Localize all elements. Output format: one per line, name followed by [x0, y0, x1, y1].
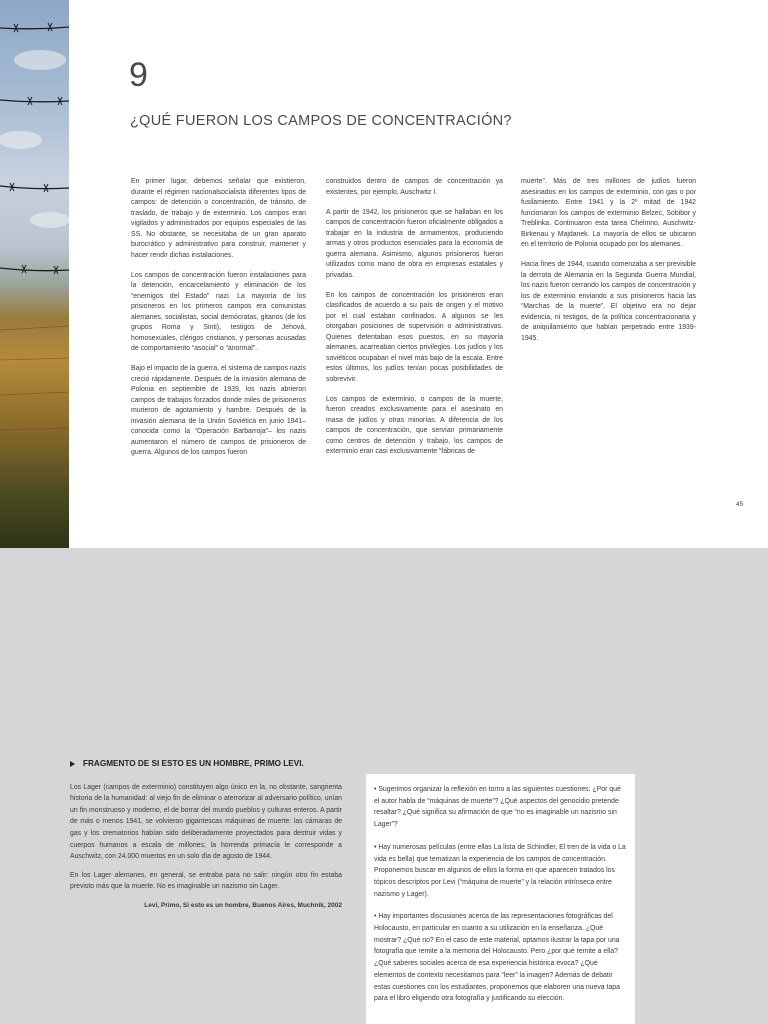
- paragraph: Bajo el impacto de la guerra, el sistema de campos nazis creció rápidamente. Después de la invasión alemana de Polonia en septiembre de 1939, los nazis abrieron campos de trabajos forzados donde miles de prisioneros murieron de agotamiento y hambre. Después de la invasión alemana de la Unión Soviética en junio 1941–conocida como la “Operación Barbarroja”– los nazis aumentaron el número de campos de prisioneros de guerra. Algunos de los campos fueron: [131, 365, 306, 457]
- page-number: 45: [736, 501, 744, 508]
- paragraph: muerte”. Más de tres millones de judíos fueron asesinados en los campos de exterminio, con gas o por fusilamiento. Entre 1941 y la 2º mitad de 1942 funcionaron los campos de exterminio Belzec, Sobibor y Treblinka. Continuaron esta tarea Chelmno, Auschwitz-Birkenau y Majdanek. La mayoría de ellos se ubicaron en el territorio de Polonia ocupado por los alemanes.: [521, 178, 696, 248]
- paragraph: A partir de 1942, los prisioneros que se hallaban en los campos de concentración fueron oficialmente obligados a trabajar en la industria de armamentos, produciendo armas y otros productos esenciales para la economía de guerra alemana. Asimismo, algunos prisioneros fueron utilizados como mano de obra en empresas estatales y privadas.: [326, 208, 503, 279]
- chapter-title: ¿QUÉ FUERON LOS CAMPOS DE CONCENTRACIÓN?: [130, 113, 512, 129]
- barbed-wire-illustration: [0, 0, 69, 548]
- text-column-1: [131, 177, 306, 468]
- paragraph: En los campos de concentración los prisioneros eran clasificados de acuerdo a su país de origen y el motivo por el cual estaban confinados. A algunos se les otorgaban posiciones de supervisión o administrativas. Quienes detentaban esos puestos, en su mayoría alemanes, acarreaban ciertos privilegios. Los judíos y los soviéticos ocupaban el nivel más bajo de la escala. Entre estos últimos, los judíos tenían pocas posibilidades de sobrevivir.: [326, 291, 503, 383]
- paragraph: Los campos de concentración fueron instalaciones para la detención, encarcelamiento y eliminación de los “enemigos del Estado” nazi. La mayoría de los prisioneros en los primeros campos era comunistas alemanes, socialistas, social demócratas, gitanos (de los grupos Roma y Sinti), testigos de Jehová, homosexuales, clérigos cristianos, y personas acusadas de comportamiento “asocial” o “anormal”.: [131, 271, 306, 353]
- activities-list: [374, 784, 626, 1016]
- fragment-paragraph: Los Lager (campos de exterminio) constituyen algo único en la, no obstante, sangrienta historia de la humanidad: al viejo fin de eliminar o aterrorizar al adversario político, unían un fin monstruoso y moderno, el de borrar del mundo pueblos y culturas enteros. A partir de más o menos 1941, se volvieron gigantescas máquinas de muerte: las cámaras de gas y los crematorios habían sido deliberadamente proyectados para destruir vidas y cuerpos humanos a escala de millones; la horrenda primacía le corresponde a Auschwitz, con 24.000 muertos en un solo día de agosto de 1944.: [70, 783, 342, 861]
- paragraph: En primer lugar, debemos señalar que existieron, durante el régimen nacionalsocialista diferentes tipos de campos: de detención o concentración, de tránsito, de traslado, de trabajo y de exterminio. Los campos eran vigilados y administrados por equipos especiales de las SS. No obstante, se necesitaba de un gran aparato burocrático y administrativo para construir, mantener y hacer rendir dichas instalaciones.: [131, 178, 306, 259]
- fragment-citation: Levi, Primo, Si esto es un hombre, Buenos Aires, Muchnik, 2002: [144, 901, 342, 909]
- fragment-paragraph: En los Lager alemanes, en general, se entraba para no salir: ningún otro fin estaba previsto más que la muerte. No es imaginable un nazismo sin Lager.: [70, 871, 342, 891]
- chapter-number: 9: [129, 56, 148, 94]
- text-column-3: [521, 177, 696, 354]
- activities-box: [366, 774, 635, 1024]
- activity-item: • Hay importantes discusiones acerca de las representaciones fotográficas del Holocausto, en particular en cuanto a su utilización en la enseñanza. ¿Qué mostrar? ¿Qué no? En el caso de este material, optamos ilustrar la tapa por una fotografía que remite a la memoria del Holocausto. Pero ¿por qué remite a ella? ¿Qué saberes sociales acerca de esa experiencia histórica evoca? ¿Qué elementos de contexto necesitamos para “leer” la imagen? Además de debatir estas cuestiones con los estudiantes, proponemos que elaboren una nueva tapa para el libro eligiendo otra fotografía y justificando su elección.: [374, 913, 620, 1003]
- activity-item: • Hay numerosas películas (entre ellas La lista de Schindler, El tren de la vida o La vida es bella) que tematizan la experiencia de los campos de concentración. Proponemos buscar en algunos de ellos la forma en que aparecen tratados los tópicos descriptos por Levi (“máquina de muerte” y la relación intrínseca entre nazismo y Lager).: [374, 843, 626, 898]
- activity-item: • Sugerimos organizar la reflexión en torno a las siguientes cuestiones: ¿Por qué el autor habla de “máquinas de muerte”? ¿Qué aspectos del genocidio pretende resaltar? ¿Qué significa su afirmación de que “no es imaginable un nazismo sin Lager”?: [374, 786, 621, 829]
- fragment-heading: [70, 758, 342, 770]
- paragraph: Los campos de exterminio, o campos de la muerte, fueron creados exclusivamente para el asesinato en masa de judíos y otras minorías. A diferencia de los campos de concentración, que servían primariamente como centros de detención y trabajo, los campos de exterminio eran casi exclusivamente “fábricas de: [326, 395, 503, 456]
- text-column-2: [326, 177, 503, 467]
- paragraph: Hacia fines de 1944, cuando comenzaba a ser previsible la derrota de Alemania en la Segunda Guerra Mundial, los nazis fueron cerrando los campos de concentración y los de exterminio enviando a sus prisioneros hacia las “Marchas de la muerte”. El objetivo era no dejar evidencia, ni testigos, de la política concentracionaria y de aniquilamiento que habían perpetrado entre 1939-1945.: [521, 261, 696, 342]
- fragment-section: [70, 758, 342, 912]
- barbed-wire-field-photo: [0, 0, 69, 548]
- fragment-heading-text: FRAGMENTO DE SI ESTO ES UN HOMBRE, PRIMO LEVI.: [83, 759, 304, 768]
- triangle-bullet-icon: [70, 761, 75, 767]
- paragraph: construidos dentro de campos de concentración ya existentes, por ejemplo, Auschwitz I.: [326, 178, 503, 196]
